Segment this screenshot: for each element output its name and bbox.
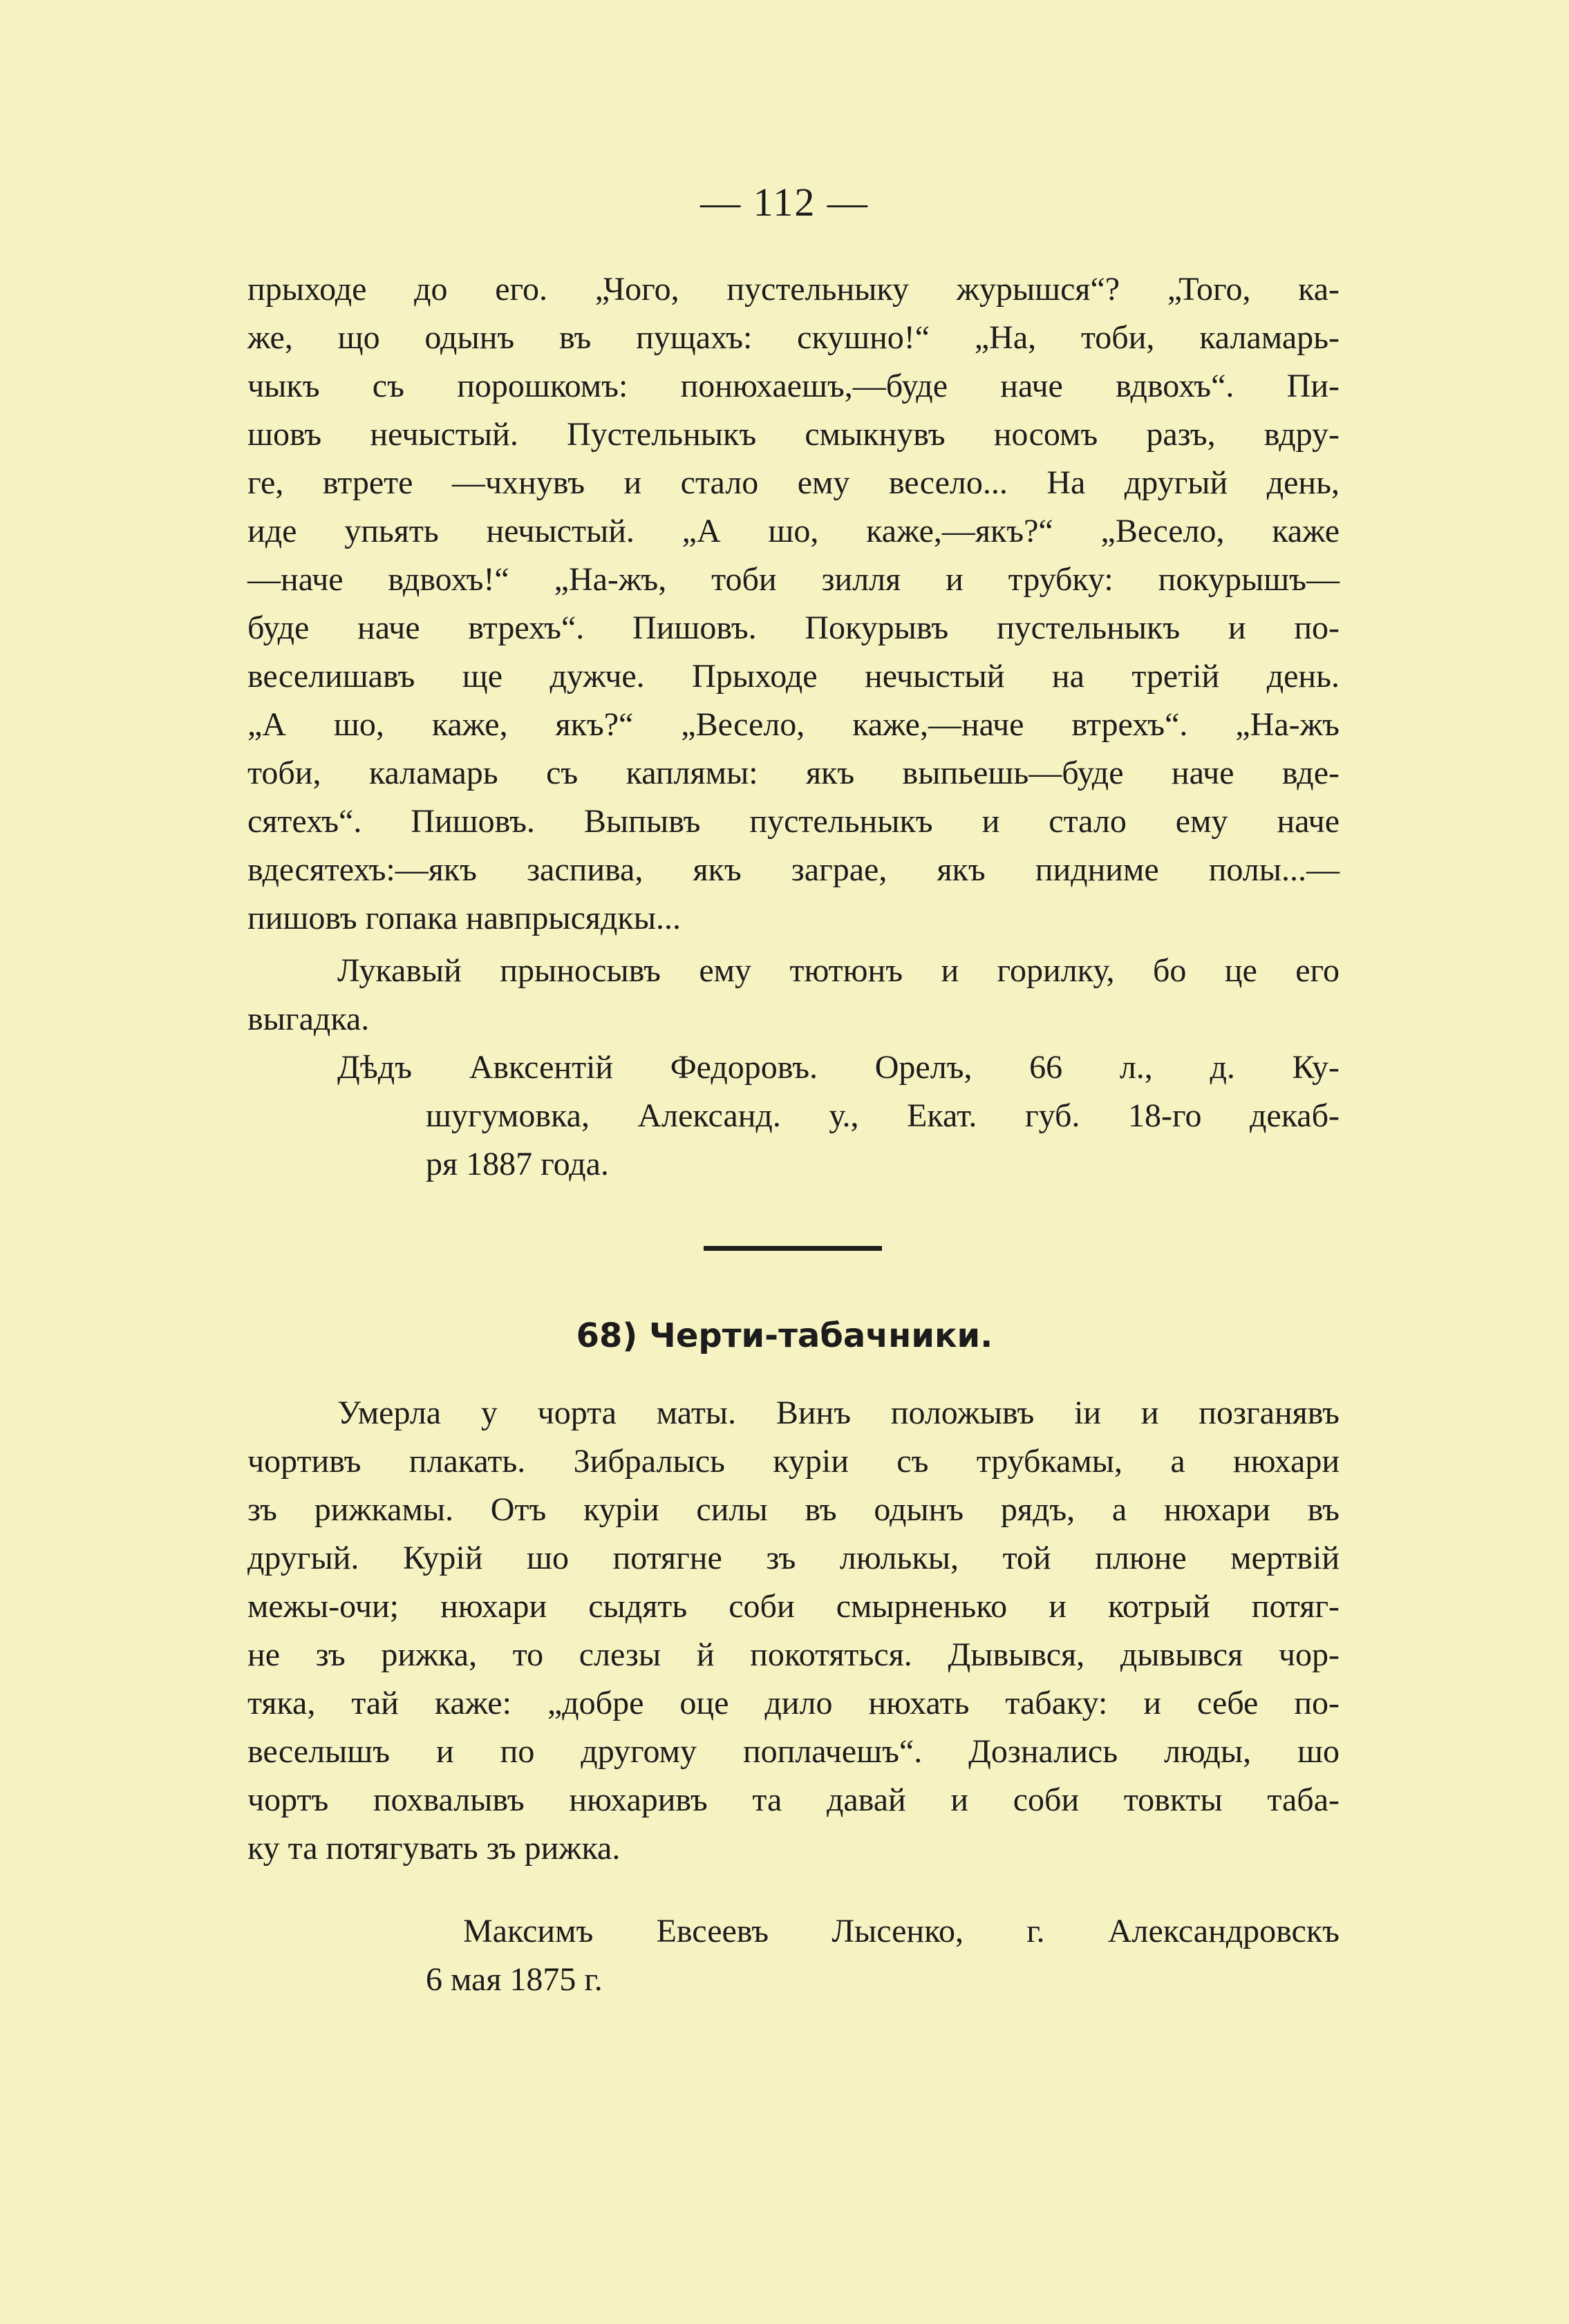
story-68-heading: 68) Черти-табачники.: [576, 1316, 993, 1355]
page-number: — 112 —: [700, 180, 869, 225]
text-line: „А шо, каже, якъ?“ „Весело, каже,—наче втрехъ“. „На-жъ: [247, 706, 1340, 743]
text-line: буде наче втрехъ“. Пишовъ. Покурывъ пустельныкъ и по-: [247, 610, 1340, 646]
text-line: тяка, тай каже: „добре оце дило нюхать табаку: и себе по-: [247, 1685, 1340, 1721]
text-line: же, що одынъ въ пущахъ: скушно!“ „На, тоби, каламарь-: [247, 319, 1340, 356]
section-divider: [704, 1246, 882, 1251]
attribution-line: Дѣдъ Авксентій Федоровъ. Орелъ, 66 л., д. Ку-: [337, 1049, 1340, 1086]
text-line: Умерла у чорта маты. Винъ положывъ іи и позганявъ: [337, 1395, 1340, 1431]
text-line: межы-очи; нюхари сыдять соби смырненько и котрый потяг-: [247, 1588, 1340, 1625]
text-line: тоби, каламарь съ каплямы: якъ выпьешь—буде наче вде-: [247, 755, 1340, 791]
text-line: другый. Курій шо потягне зъ люлькы, той плюне мертвій: [247, 1540, 1340, 1576]
attribution-line: 6 мая 1875 г.: [426, 1961, 603, 1998]
text-line: вдесятехъ:—якъ заспива, якъ заграе, якъ пидниме полы...—: [247, 851, 1340, 888]
attribution-line: ря 1887 года.: [426, 1146, 609, 1182]
text-line: чортъ похвалывъ нюхаривъ та давай и соби товкты таба-: [247, 1782, 1340, 1818]
text-line: ге, втрете —чхнувъ и стало ему весело... На другый день,: [247, 464, 1340, 501]
text-line: ку та потягувать зъ рижка.: [247, 1830, 621, 1867]
text-line: веселишавъ ще дужче. Прыходе нечыстый на третій день.: [247, 658, 1340, 695]
text-line: иде упьять нечыстый. „А шо, каже,—якъ?“ „Весело, каже: [247, 513, 1340, 549]
text-line: —наче вдвохъ!“ „На-жъ, тоби зилля и трубку: покурышъ—: [247, 561, 1340, 598]
text-line: выгадка.: [247, 1001, 370, 1037]
text-line: шовъ нечыстый. Пустельныкъ смыкнувъ носомъ разъ, вдру-: [247, 416, 1340, 453]
text-line: чыкъ съ порошкомъ: понюхаешъ,—буде наче вдвохъ“. Пи-: [247, 368, 1340, 404]
text-line: пишовъ гопака навпрысядкы...: [247, 900, 681, 936]
attribution-line: шугумовка, Александ. у., Екат. губ. 18-го декаб-: [426, 1097, 1340, 1134]
text-line: чортивъ плакать. Зибралысь куріи съ трубкамы, а нюхари: [247, 1443, 1340, 1480]
text-line: Лукавый прыносывъ ему тютюнъ и горилку, бо це его: [337, 952, 1340, 989]
text-line: не зъ рижка, то слезы й покотяться. Дывывся, дывывся чор-: [247, 1636, 1340, 1673]
story-68-attribution: [247, 1907, 1340, 2004]
story-67-body: [247, 265, 1340, 943]
story-68-body: [247, 1389, 1340, 1873]
story-67-closing: [247, 947, 1340, 1043]
text-line: зъ рижкамы. Отъ куріи силы въ одынъ рядъ, а нюхари въ: [247, 1491, 1340, 1528]
attribution-line: Максимъ Евсеевъ Лысенко, г. Александровскъ: [463, 1913, 1340, 1949]
story-67-attribution: [247, 1043, 1340, 1189]
text-line: сятехъ“. Пишовъ. Выпывъ пустельныкъ и стало ему наче: [247, 803, 1340, 840]
text-line: веселышъ и по другому поплачешъ“. Дознались люды, шо: [247, 1733, 1340, 1770]
text-line: прыходе до его. „Чого, пустельныку журышся“? „Того, ка-: [247, 271, 1340, 308]
